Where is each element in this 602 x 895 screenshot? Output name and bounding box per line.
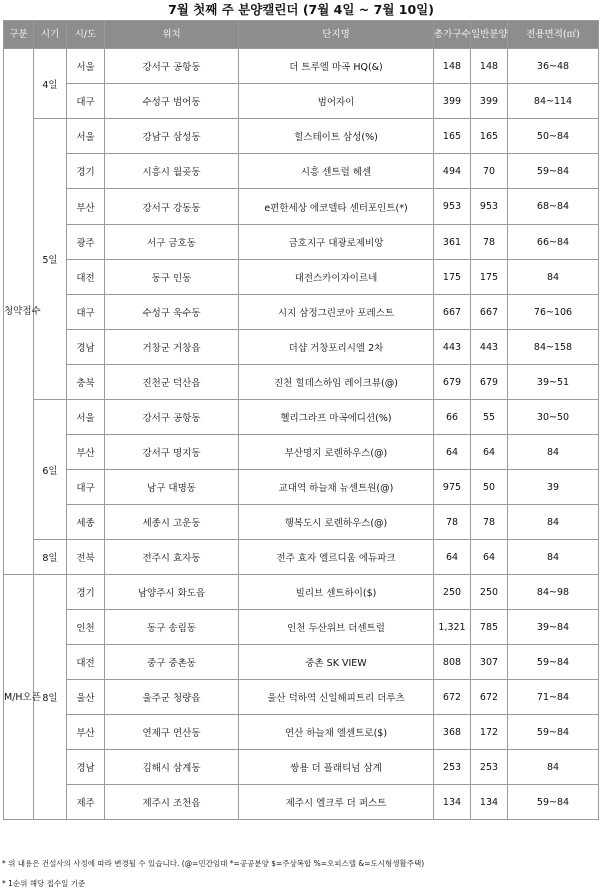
cell-region: 충북 xyxy=(67,365,105,400)
cell-region: 대구 xyxy=(67,295,105,330)
cell-location: 시흥시 월곶동 xyxy=(105,154,239,189)
cell-exclusive-area: 30~50 xyxy=(508,400,599,435)
cell-total-units: 134 xyxy=(434,785,471,820)
cell-location: 강서구 강동동 xyxy=(105,189,239,225)
cell-general-units: 78 xyxy=(471,225,508,260)
cell-exclusive-area: 39~51 xyxy=(508,365,599,400)
cell-exclusive-area: 66~84 xyxy=(508,225,599,260)
cell-exclusive-area: 59~84 xyxy=(508,645,599,680)
cell-general-units: 443 xyxy=(471,330,508,365)
col-complex: 단지명 xyxy=(239,21,434,49)
cell-exclusive-area: 36~48 xyxy=(508,49,599,84)
cell-general-units: 165 xyxy=(471,119,508,154)
cell-period: 8일 xyxy=(34,575,67,820)
cell-location: 남구 대명동 xyxy=(105,470,239,505)
cell-general-units: 64 xyxy=(471,435,508,470)
cell-complex-name: 더샵 거창포리시엘 2차 xyxy=(239,330,434,365)
cell-complex-name: 빌리브 센트하이($) xyxy=(239,575,434,610)
cell-general-units: 250 xyxy=(471,575,508,610)
cell-exclusive-area: 39 xyxy=(508,470,599,505)
cell-total-units: 253 xyxy=(434,750,471,785)
table-row xyxy=(4,295,599,330)
cell-exclusive-area: 59~84 xyxy=(508,715,599,750)
cell-total-units: 494 xyxy=(434,154,471,189)
cell-location: 동구 인동 xyxy=(105,260,239,295)
cell-total-units: 975 xyxy=(434,470,471,505)
cell-total-units: 64 xyxy=(434,435,471,470)
cell-exclusive-area: 84 xyxy=(508,435,599,470)
table-row xyxy=(4,365,599,400)
cell-region: 전북 xyxy=(67,540,105,575)
cell-exclusive-area: 84 xyxy=(508,505,599,540)
cell-region: 부산 xyxy=(67,715,105,750)
col-general-units: 일반분양 xyxy=(471,21,508,49)
cell-total-units: 443 xyxy=(434,330,471,365)
sales-calendar-table xyxy=(3,20,599,820)
cell-general-units: 172 xyxy=(471,715,508,750)
cell-region: 광주 xyxy=(67,225,105,260)
cell-general-units: 667 xyxy=(471,295,508,330)
cell-region: 경남 xyxy=(67,750,105,785)
cell-region: 서울 xyxy=(67,119,105,154)
cell-general-units: 253 xyxy=(471,750,508,785)
cell-exclusive-area: 84~114 xyxy=(508,84,599,119)
cell-period: 5일 xyxy=(34,119,67,400)
cell-general-units: 64 xyxy=(471,540,508,575)
cell-region: 인천 xyxy=(67,610,105,645)
cell-location: 연제구 연산동 xyxy=(105,715,239,750)
table-row xyxy=(4,750,599,785)
cell-exclusive-area: 59~84 xyxy=(508,154,599,189)
cell-exclusive-area: 84~98 xyxy=(508,575,599,610)
cell-total-units: 1,321 xyxy=(434,610,471,645)
cell-exclusive-area: 84 xyxy=(508,260,599,295)
table-row xyxy=(4,49,599,84)
cell-complex-name: 연산 하늘채 엘센트로($) xyxy=(239,715,434,750)
cell-total-units: 64 xyxy=(434,540,471,575)
cell-general-units: 78 xyxy=(471,505,508,540)
col-region: 시/도 xyxy=(67,21,105,49)
cell-region: 대전 xyxy=(67,260,105,295)
cell-complex-name: 범어자이 xyxy=(239,84,434,119)
cell-location: 강서구 공항동 xyxy=(105,49,239,84)
footnote-symbols: * 위 내용은 건설사의 사정에 따라 변경될 수 있습니다. (@=민간임대 *=공공분양 $=주상복합 %=오피스텔 &=도시형생활주택) xyxy=(2,859,425,868)
cell-general-units: 175 xyxy=(471,260,508,295)
cell-period: 6일 xyxy=(34,400,67,540)
cell-complex-name: 제주시 엘크루 더 퍼스트 xyxy=(239,785,434,820)
cell-general-units: 134 xyxy=(471,785,508,820)
table-row xyxy=(4,154,599,189)
cell-general-units: 70 xyxy=(471,154,508,189)
cell-complex-name: 진천 힐데스하임 레이크뷰(@) xyxy=(239,365,434,400)
col-location: 위치 xyxy=(105,21,239,49)
cell-location: 강남구 삼성동 xyxy=(105,119,239,154)
cell-region: 부산 xyxy=(67,189,105,225)
cell-total-units: 667 xyxy=(434,295,471,330)
cell-total-units: 66 xyxy=(434,400,471,435)
cell-exclusive-area: 71~84 xyxy=(508,680,599,715)
cell-region: 경기 xyxy=(67,575,105,610)
table-row xyxy=(4,715,599,750)
cell-category: 청약접수 xyxy=(4,49,34,575)
cell-total-units: 78 xyxy=(434,505,471,540)
table-row xyxy=(4,84,599,119)
cell-general-units: 55 xyxy=(471,400,508,435)
cell-region: 경기 xyxy=(67,154,105,189)
cell-total-units: 148 xyxy=(434,49,471,84)
table-row xyxy=(4,225,599,260)
cell-location: 남양주시 화도읍 xyxy=(105,575,239,610)
cell-complex-name: 더 트루엘 마곡 HQ(&) xyxy=(239,49,434,84)
cell-total-units: 399 xyxy=(434,84,471,119)
cell-exclusive-area: 59~84 xyxy=(508,785,599,820)
col-category: 구분 xyxy=(4,21,34,49)
table-row xyxy=(4,330,599,365)
col-total-units: 총가구수 xyxy=(434,21,471,49)
cell-complex-name: 힐스테이트 삼성(%) xyxy=(239,119,434,154)
cell-location: 수성구 범어동 xyxy=(105,84,239,119)
cell-complex-name: e편한세상 에코델타 센터포인트(*) xyxy=(239,189,434,225)
cell-location: 중구 중촌동 xyxy=(105,645,239,680)
cell-total-units: 808 xyxy=(434,645,471,680)
cell-location: 김해시 삼계동 xyxy=(105,750,239,785)
cell-location: 강서구 명지동 xyxy=(105,435,239,470)
cell-total-units: 175 xyxy=(434,260,471,295)
cell-location: 거창군 거창읍 xyxy=(105,330,239,365)
cell-exclusive-area: 84~158 xyxy=(508,330,599,365)
table-body xyxy=(4,49,599,820)
cell-general-units: 50 xyxy=(471,470,508,505)
table-row xyxy=(4,260,599,295)
cell-exclusive-area: 39~84 xyxy=(508,610,599,645)
cell-complex-name: 인천 두산위브 더센트럴 xyxy=(239,610,434,645)
cell-total-units: 368 xyxy=(434,715,471,750)
table-row xyxy=(4,610,599,645)
cell-region: 제주 xyxy=(67,785,105,820)
cell-total-units: 672 xyxy=(434,680,471,715)
cell-complex-name: 울산 덕하역 신일해피트리 더루츠 xyxy=(239,680,434,715)
table-row xyxy=(4,680,599,715)
cell-location: 서구 금호동 xyxy=(105,225,239,260)
cell-location: 울주군 청량읍 xyxy=(105,680,239,715)
footnote-basis: * 1순위 해당 접수일 기준 xyxy=(2,879,86,888)
cell-period: 8일 xyxy=(34,540,67,575)
col-exclusive-area: 전용면적(㎡) xyxy=(508,21,599,49)
cell-general-units: 672 xyxy=(471,680,508,715)
cell-total-units: 679 xyxy=(434,365,471,400)
cell-complex-name: 시지 삼정그린코아 포레스트 xyxy=(239,295,434,330)
cell-exclusive-area: 68~84 xyxy=(508,189,599,225)
cell-region: 울산 xyxy=(67,680,105,715)
cell-general-units: 307 xyxy=(471,645,508,680)
table-row xyxy=(4,505,599,540)
cell-exclusive-area: 84 xyxy=(508,750,599,785)
cell-total-units: 165 xyxy=(434,119,471,154)
table-row xyxy=(4,470,599,505)
cell-location: 강서구 공항동 xyxy=(105,400,239,435)
cell-exclusive-area: 76~106 xyxy=(508,295,599,330)
table-row xyxy=(4,575,599,610)
cell-complex-name: 금호지구 대광로제비앙 xyxy=(239,225,434,260)
table-row xyxy=(4,400,599,435)
cell-location: 제주시 조천읍 xyxy=(105,785,239,820)
cell-general-units: 399 xyxy=(471,84,508,119)
cell-category: M/H오픈 xyxy=(4,575,34,820)
cell-complex-name: 쌍용 더 플래티넘 삼계 xyxy=(239,750,434,785)
cell-complex-name: 시흥 센트럴 헤센 xyxy=(239,154,434,189)
table-row xyxy=(4,189,599,225)
cell-exclusive-area: 84 xyxy=(508,540,599,575)
cell-region: 부산 xyxy=(67,435,105,470)
cell-region: 대전 xyxy=(67,645,105,680)
cell-region: 경남 xyxy=(67,330,105,365)
table-row xyxy=(4,435,599,470)
cell-location: 동구 송림동 xyxy=(105,610,239,645)
cell-complex-name: 헬리그라프 마곡에디션(%) xyxy=(239,400,434,435)
cell-general-units: 679 xyxy=(471,365,508,400)
cell-general-units: 148 xyxy=(471,49,508,84)
cell-general-units: 785 xyxy=(471,610,508,645)
header-row xyxy=(4,21,599,49)
table-row xyxy=(4,540,599,575)
cell-region: 대구 xyxy=(67,84,105,119)
cell-complex-name: 교대역 하늘채 뉴센트원(@) xyxy=(239,470,434,505)
cell-complex-name: 행복도시 로렌하우스(@) xyxy=(239,505,434,540)
cell-total-units: 361 xyxy=(434,225,471,260)
cell-general-units: 953 xyxy=(471,189,508,225)
table-row xyxy=(4,645,599,680)
cell-complex-name: 전주 효자 엘르디움 에듀파크 xyxy=(239,540,434,575)
cell-location: 수성구 욱수동 xyxy=(105,295,239,330)
cell-complex-name: 중촌 SK VIEW xyxy=(239,645,434,680)
cell-total-units: 250 xyxy=(434,575,471,610)
cell-region: 세종 xyxy=(67,505,105,540)
cell-period: 4일 xyxy=(34,49,67,119)
page-title: 7월 첫째 주 분양캘린더 (7월 4일 ~ 7월 10일) xyxy=(168,2,434,17)
cell-location: 전주시 효자동 xyxy=(105,540,239,575)
cell-complex-name: 부산명지 로렌하우스(@) xyxy=(239,435,434,470)
cell-location: 세종시 고운동 xyxy=(105,505,239,540)
cell-exclusive-area: 50~84 xyxy=(508,119,599,154)
table-row xyxy=(4,785,599,820)
cell-location: 진천군 덕산읍 xyxy=(105,365,239,400)
cell-region: 대구 xyxy=(67,470,105,505)
col-period: 시기 xyxy=(34,21,67,49)
cell-total-units: 953 xyxy=(434,189,471,225)
cell-complex-name: 대전스카이자이르네 xyxy=(239,260,434,295)
table-row xyxy=(4,119,599,154)
cell-region: 서울 xyxy=(67,49,105,84)
cell-region: 서울 xyxy=(67,400,105,435)
